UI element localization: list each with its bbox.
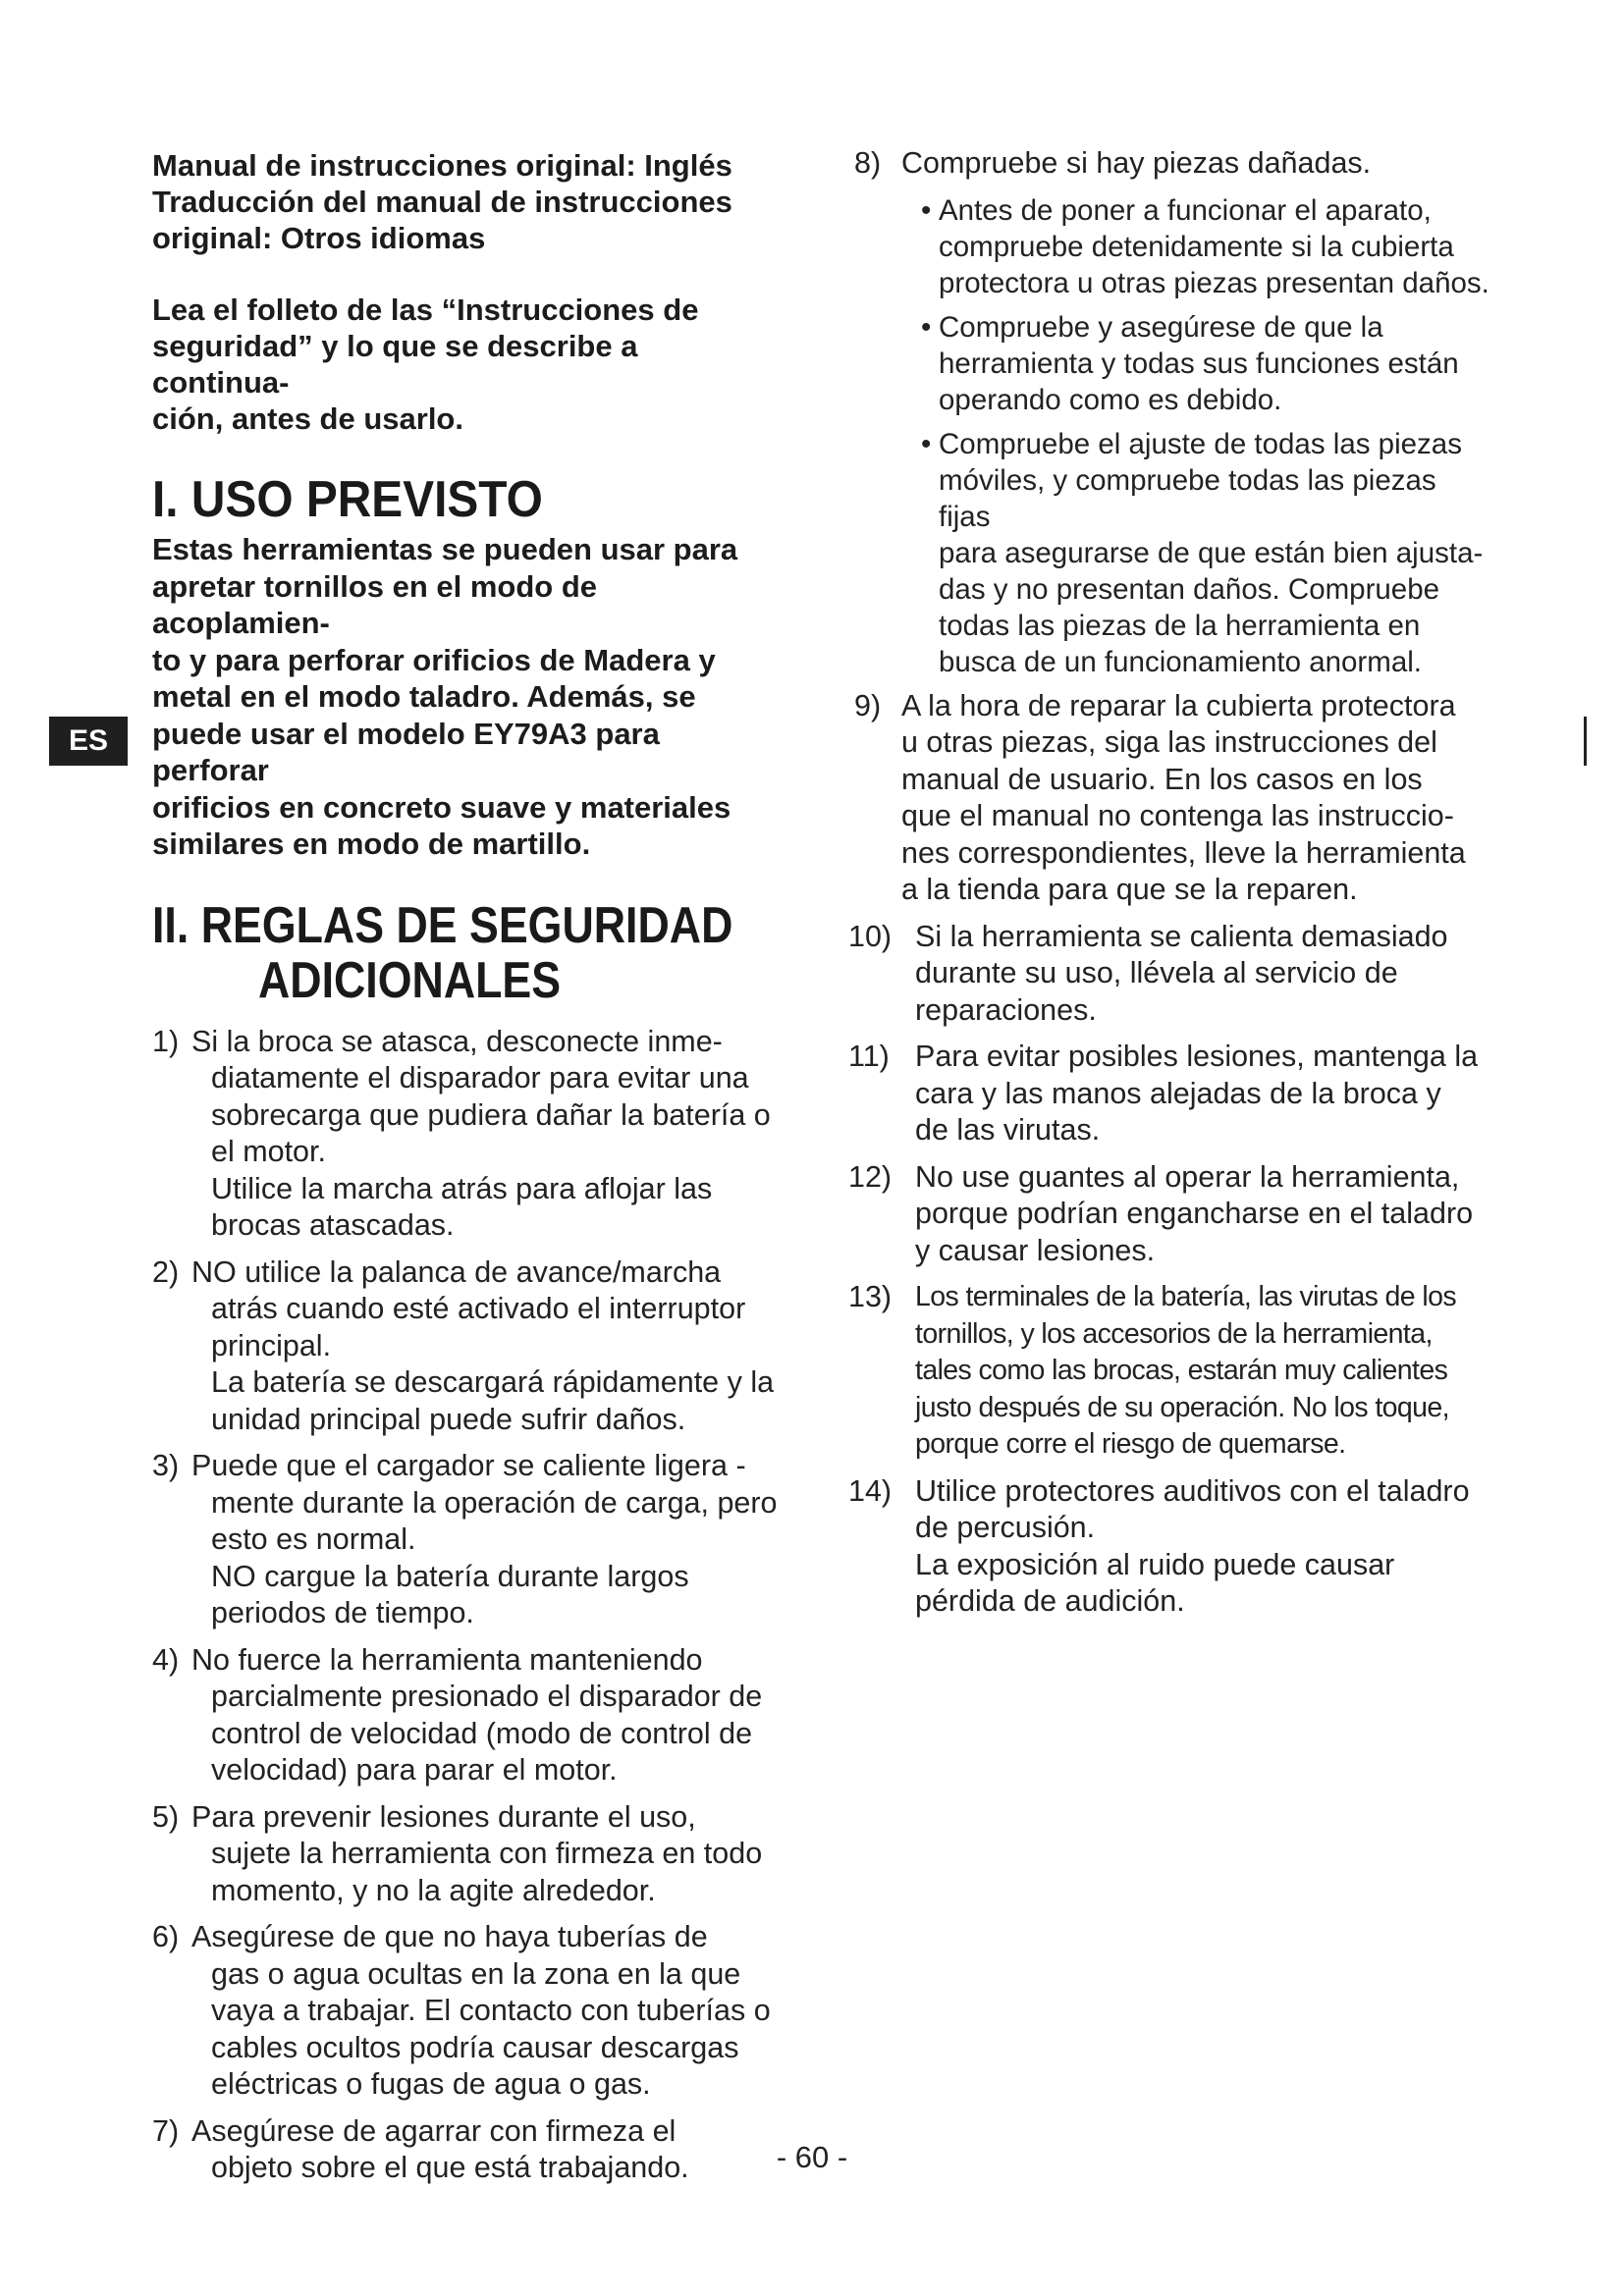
text-line: periodos de tiempo. [211,1596,474,1629]
item-text [191,1799,781,1910]
text-line: justo después de su operación. No los toque, [915,1391,1449,1423]
list-item [848,1473,1492,1621]
list-item [848,1039,1492,1149]
item-text [191,1255,781,1439]
text-line: móviles, y compruebe todas las piezas fijas [939,463,1436,533]
text-line: Compruebe y asegúrese de que la [939,310,1383,344]
item-number: 5) [152,1799,180,1834]
text-line: porque podrían engancharse en el taladro [915,1197,1474,1230]
item-number: 2) [152,1255,180,1289]
text-line: Si la herramienta se calienta demasiado [915,919,1448,953]
text-line: u otras piezas, siga las instrucciones del [901,725,1437,759]
safety-rules-list-right [848,688,1492,1621]
bullet-dot: • [921,310,932,344]
item-text [191,1919,781,2104]
text-line: principal. [211,1328,332,1362]
text-line: el motor. [211,1135,326,1168]
text-line: das y no presentan daños. Compruebe [939,572,1440,606]
text-line: Asegúrese de que no haya tuberías de [191,1920,708,1953]
text-line: tornillos, y los accesorios de la herramienta, [915,1317,1433,1350]
item-text [915,1279,1492,1464]
text-line: a la tienda para que se la reparen. [901,873,1358,906]
page-number: - 60 - [776,2140,848,2174]
text-line: objeto sobre el que está trabajando. [211,2151,689,2184]
item-text [191,1642,781,1789]
list-item [152,1448,781,1632]
text-line: Utilice la marcha atrás para aflojar las [211,1171,713,1205]
text-line: de las virutas. [915,1113,1101,1147]
bullet-dot: • [921,427,932,460]
intro-line: seguridad” y lo que se describe a continua- [152,329,638,400]
text-line: apretar tornillos en el modo de acoplamien- [152,568,598,640]
text-line: protectora u otras piezas presentan daños. [939,266,1489,299]
text-line: busca de un funcionamiento anormal. [939,645,1422,678]
text-line: porque corre el riesgo de quemarse. [915,1428,1346,1460]
text-line: gas o agua ocultas en la zona en la que [211,1956,741,1991]
list-item [848,919,1492,1030]
right-column [848,145,1492,1630]
text-line: esto es normal. [211,1522,416,1556]
bullet-dot: • [921,193,932,227]
item-number: 3) [152,1449,180,1482]
item-number: 13) [848,1280,893,1313]
list-item [854,145,1492,183]
text-line: momento, y no la agite alrededor. [211,1873,656,1907]
item-number: 11) [848,1040,890,1073]
intro-line: Manual de instrucciones original: Inglés [152,148,732,183]
text-line: Antes de poner a funcionar el aparato, [939,193,1432,227]
bullet-item [921,426,1492,680]
text-line: parcialmente presionado el disparador de [211,1680,763,1713]
text-line: La exposición al ruido puede causar [915,1547,1395,1581]
text-line: atrás cuando esté activado el interruptor [211,1292,746,1325]
text-line: Para evitar posibles lesiones, mantenga la [915,1040,1479,1073]
item-text [901,688,1492,909]
left-column [152,147,781,2197]
text-line: manual de usuario. En los casos en los [901,762,1423,796]
item-number: 6) [152,1920,180,1953]
intended-use-text [152,531,781,863]
intro-line: Traducción del manual de instrucciones [152,185,732,219]
intro-line: Lea el folleto de las “Instrucciones de [152,293,699,327]
intro-block-safety [152,292,781,437]
text-line: para asegurarse de que están bien ajusta- [939,536,1484,569]
section-title-safety-rules-cont: ADICIONALES [258,951,562,1009]
text-line: to y para perforar orificios de Madera y [152,642,716,677]
text-line: eléctricas o fugas de agua o gas. [211,2067,651,2101]
text-line: NO cargue la batería durante largos [211,1559,689,1593]
list-item [152,1024,781,1245]
text-line: La batería se descargará rápidamente y la [211,1365,775,1399]
text-line: y causar lesiones. [915,1233,1156,1267]
text-line: Puede que el cargador se caliente ligera - [191,1449,746,1482]
text-line: Los terminales de la batería, las virutas de los [915,1281,1456,1312]
safety-rules-list-left [152,1024,781,2187]
list-item [848,1279,1492,1464]
item8-bullets [854,192,1492,680]
text-line: todas las piezas de la herramienta en [939,609,1421,642]
text-line: Para prevenir lesiones durante el uso, [191,1799,696,1834]
item-text [915,1473,1492,1621]
list-item [152,1642,781,1789]
item-number: 12) [848,1159,893,1194]
item-text [915,919,1492,1030]
margin-marker-bar [1584,717,1587,766]
text-line: velocidad) para parar el motor. [211,1753,618,1787]
text-line: No fuerce la herramienta manteniendo [191,1642,703,1677]
intro-line: ción, antes de usarlo. [152,401,463,436]
text-line: Si la broca se atasca, desconecte inme- [191,1024,723,1058]
list-item [152,1919,781,2104]
bullet-item [921,309,1492,418]
text-line: brocas atascadas. [211,1208,455,1242]
list-item [152,1799,781,1910]
text-line: nes correspondientes, lleve la herramienta [901,835,1466,870]
bullet-item [921,192,1492,301]
text-line: vaya a trabajar. El contacto con tuberías o [211,1994,771,2027]
list-item [848,1159,1492,1270]
text-line: diatamente el disparador para evitar una [211,1061,749,1095]
text-line: NO utilice la palanca de avance/marcha [191,1255,722,1289]
text-line: control de velocidad (modo de control de [211,1716,753,1750]
intro-block-original [152,147,781,256]
item-text [191,1024,781,1245]
text-line: sobrecarga que pudiera dañar la batería o [211,1097,771,1132]
text-line: No use guantes al operar la herramienta, [915,1159,1460,1194]
text-line: compruebe detenidamente si la cubierta [939,230,1454,263]
item-number: 4) [152,1642,180,1677]
intro-line: original: Otros idiomas [152,221,486,255]
text-line: puede usar el modelo EY79A3 para perforar [152,716,660,787]
item-text [915,1039,1492,1149]
text-line: sujete la herramienta con firmeza en todo [211,1837,763,1870]
text-line: metal en el modo taladro. Además, se [152,679,696,714]
item-number: 8) [854,146,882,180]
item-text: Compruebe si hay piezas dañadas. [901,146,1372,180]
text-line: cara y las manos alejadas de la broca y [915,1076,1441,1110]
text-line: durante su uso, llévela al servicio de [915,956,1398,989]
text-line: tales como las brocas, estarán muy calientes [915,1355,1448,1386]
text-line: Utilice protectores auditivos con el taladro [915,1473,1470,1508]
item-number: 14) [848,1473,893,1508]
text-line: unidad principal puede sufrir daños. [211,1402,686,1436]
text-line: orificios en concreto suave y materiales [152,789,731,825]
text-line: Compruebe el ajuste de todas las piezas [939,427,1462,460]
text-line: mente durante la operación de carga, pero [211,1485,778,1520]
text-line: pérdida de audición. [915,1584,1185,1618]
language-tab: ES [49,717,128,766]
text-line: operando como es debido. [939,383,1282,416]
item-text [191,1448,781,1632]
text-line: Estas herramientas se pueden usar para [152,532,738,566]
item-number: 10) [848,919,893,953]
text-line: reparaciones. [915,992,1097,1027]
item-number: 1) [152,1024,180,1058]
text-line: herramienta y todas sus funciones están [939,347,1459,380]
text-line: de percusión. [915,1511,1096,1544]
text-line: cables ocultos podría causar descargas [211,2030,739,2064]
text-line: similares en modo de martillo. [152,827,591,861]
section-title-safety-rules: II. REGLAS DE SEGURIDAD [152,896,733,954]
item-number: 7) [152,2113,180,2148]
text-line: Asegúrese de agarrar con firmeza el [191,2113,677,2148]
section-title-intended-use: I. USO PREVISTO [152,471,543,528]
list-item [152,1255,781,1439]
list-item [854,688,1492,909]
item-number: 9) [854,688,882,722]
text-line: que el manual no contenga las instruccio- [901,799,1454,832]
text-line: A la hora de reparar la cubierta protectora [901,688,1456,722]
item-text [915,1159,1492,1270]
